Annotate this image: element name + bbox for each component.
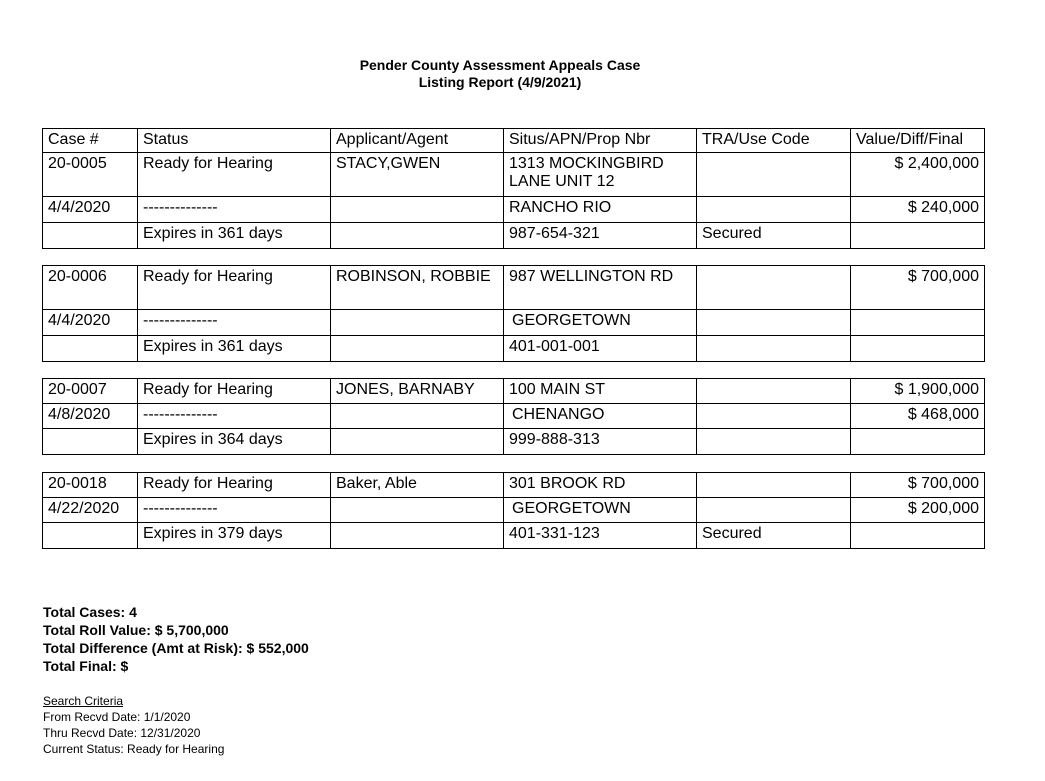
case-value: $ 2,400,000 <box>851 153 985 197</box>
case-value: $ 1,900,000 <box>851 379 985 404</box>
case-tra-empty <box>697 404 851 429</box>
case-situs <box>504 153 697 197</box>
case-tra: Secured <box>697 223 851 249</box>
case-table-20-0005 <box>42 128 985 249</box>
case-applicant: STACY,GWEN <box>331 153 504 197</box>
case-dashes: -------------- <box>138 498 331 523</box>
case-date-empty <box>43 223 138 249</box>
case-situs-line-1: 1313 MOCKINGBIRD <box>509 155 664 172</box>
report-title <box>0 57 1000 91</box>
case-table-20-0007 <box>42 378 985 455</box>
search-criteria <box>43 693 224 757</box>
case-city: CHENANGO <box>504 404 697 429</box>
case-apn: 987-654-321 <box>504 223 697 249</box>
case-applicant-empty <box>331 197 504 223</box>
case-table-20-0018 <box>42 472 985 549</box>
header-case: Case # <box>43 129 138 153</box>
case-apn: 401-331-123 <box>504 523 697 549</box>
case-date-empty <box>43 429 138 455</box>
case-situs: 301 BROOK RD <box>504 473 697 498</box>
criteria-from-date: From Recvd Date: 1/1/2020 <box>43 710 191 724</box>
case-city: GEORGETOWN <box>504 498 697 523</box>
case-situs: 987 WELLINGTON RD <box>504 266 697 310</box>
report-title-line-1: Pender County Assessment Appeals Case <box>359 57 641 73</box>
case-diff: $ 240,000 <box>851 197 985 223</box>
case-applicant-empty <box>331 523 504 549</box>
case-final-empty <box>851 523 985 549</box>
case-final-empty <box>851 223 985 249</box>
case-expires: Expires in 361 days <box>138 223 331 249</box>
case-date: 4/8/2020 <box>43 404 138 429</box>
header-status: Status <box>138 129 331 153</box>
case-situs-line-2: LANE UNIT 12 <box>509 173 615 190</box>
case-applicant-empty <box>331 429 504 455</box>
case-table-20-0006 <box>42 265 985 362</box>
report-title-line-2: Listing Report (4/9/2021) <box>418 74 582 90</box>
case-date: 4/4/2020 <box>43 197 138 223</box>
case-apn: 401-001-001 <box>504 336 697 362</box>
criteria-thru-date: Thru Recvd Date: 12/31/2020 <box>43 726 201 740</box>
case-date: 4/4/2020 <box>43 310 138 336</box>
case-final-empty <box>851 336 985 362</box>
case-value: $ 700,000 <box>851 266 985 310</box>
case-tra-empty <box>697 429 851 455</box>
case-number: 20-0007 <box>43 379 138 404</box>
case-applicant: ROBINSON, ROBBIE <box>331 266 504 310</box>
case-status: Ready for Hearing <box>138 379 331 404</box>
criteria-status: Current Status: Ready for Hearing <box>43 742 225 756</box>
case-diff: $ 468,000 <box>851 404 985 429</box>
case-expires: Expires in 361 days <box>138 336 331 362</box>
header-tra: TRA/Use Code <box>697 129 851 153</box>
case-status: Ready for Hearing <box>138 266 331 310</box>
case-applicant-empty <box>331 336 504 362</box>
case-final-empty <box>851 429 985 455</box>
case-number: 20-0018 <box>43 473 138 498</box>
case-tra-empty <box>697 498 851 523</box>
case-applicant: JONES, BARNABY <box>331 379 504 404</box>
case-tra-empty <box>697 473 851 498</box>
header-applicant: Applicant/Agent <box>331 129 504 153</box>
case-status: Ready for Hearing <box>138 473 331 498</box>
case-expires: Expires in 379 days <box>138 523 331 549</box>
case-tra-empty <box>697 266 851 310</box>
total-difference: Total Difference (Amt at Risk): $ 552,000 <box>43 640 309 656</box>
search-criteria-heading: Search Criteria <box>43 694 124 708</box>
case-expires: Expires in 364 days <box>138 429 331 455</box>
total-roll-value: Total Roll Value: $ 5,700,000 <box>43 622 229 638</box>
total-cases: Total Cases: 4 <box>43 604 137 620</box>
totals-summary <box>43 603 309 675</box>
case-dashes: -------------- <box>138 404 331 429</box>
case-diff: $ 200,000 <box>851 498 985 523</box>
case-applicant: Baker, Able <box>331 473 504 498</box>
case-value: $ 700,000 <box>851 473 985 498</box>
case-number: 20-0005 <box>43 153 138 197</box>
case-tra-empty <box>697 197 851 223</box>
case-date: 4/22/2020 <box>43 498 138 523</box>
case-applicant-empty <box>331 310 504 336</box>
case-diff-empty <box>851 310 985 336</box>
case-city: GEORGETOWN <box>504 310 697 336</box>
case-tra-empty <box>697 379 851 404</box>
case-dashes: -------------- <box>138 310 331 336</box>
case-date-empty <box>43 523 138 549</box>
case-apn: 999-888-313 <box>504 429 697 455</box>
case-tra-empty <box>697 153 851 197</box>
case-applicant-empty <box>331 498 504 523</box>
case-number: 20-0006 <box>43 266 138 310</box>
case-applicant-empty <box>331 404 504 429</box>
total-final: Total Final: $ <box>43 658 129 674</box>
case-situs: 100 MAIN ST <box>504 379 697 404</box>
case-applicant-empty <box>331 223 504 249</box>
case-dashes: -------------- <box>138 197 331 223</box>
case-date-empty <box>43 336 138 362</box>
case-tra-empty <box>697 310 851 336</box>
case-tra: Secured <box>697 523 851 549</box>
header-situs: Situs/APN/Prop Nbr <box>504 129 697 153</box>
case-city: RANCHO RIO <box>504 197 697 223</box>
case-tra-empty <box>697 336 851 362</box>
header-value: Value/Diff/Final <box>851 129 985 153</box>
case-status: Ready for Hearing <box>138 153 331 197</box>
